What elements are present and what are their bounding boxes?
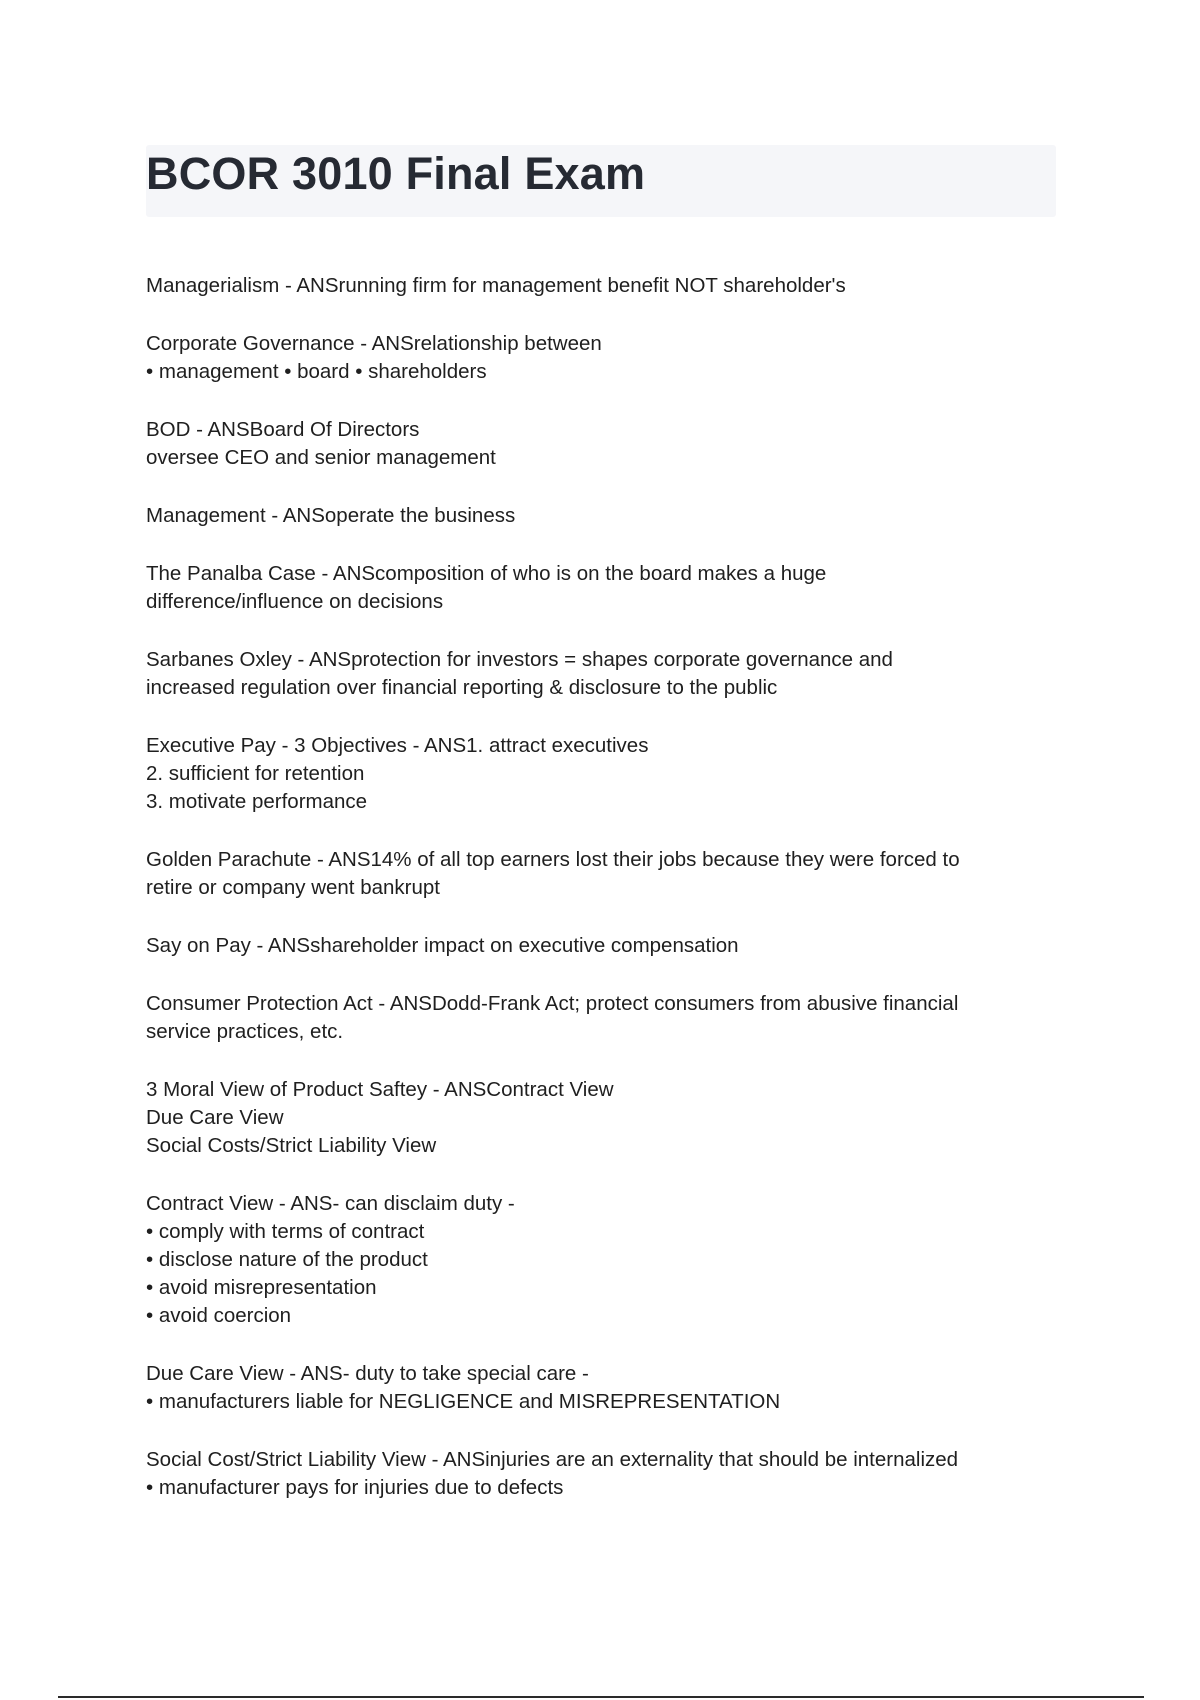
flashcard-entry <box>146 272 1056 300</box>
entry-detail-line: difference/influence on decisions <box>146 590 444 613</box>
entry-detail-line: increased regulation over financial reporting & disclosure to the public <box>146 676 778 699</box>
flashcard-entry <box>146 932 1056 960</box>
flashcard-list <box>146 272 1056 1532</box>
flashcard-entry <box>146 732 1056 816</box>
entry-term-line: Consumer Protection Act - ANSDodd-Frank Act; protect consumers from abusive financial <box>146 992 959 1015</box>
entry-term-line: Contract View - ANS- can disclaim duty - <box>146 1192 515 1215</box>
entry-term-line: Golden Parachute - ANS14% of all top earners lost their jobs because they were forced to <box>146 848 960 871</box>
entry-detail-line: 3. motivate performance <box>146 790 368 813</box>
entry-detail-line: Social Costs/Strict Liability View <box>146 1134 437 1157</box>
entry-detail-line: • manufacturers liable for NEGLIGENCE and MISREPRESENTATION <box>146 1390 781 1413</box>
flashcard-entry <box>146 560 1056 616</box>
entry-term-line: Due Care View - ANS- duty to take special care - <box>146 1362 589 1385</box>
entry-term-line: Executive Pay - 3 Objectives - ANS1. attract executives <box>146 734 649 757</box>
flashcard-entry <box>146 416 1056 472</box>
entry-term-line: Social Cost/Strict Liability View - ANSinjuries are an externality that should be internalized <box>146 1448 959 1471</box>
entry-detail-line: • comply with terms of contract <box>146 1220 425 1243</box>
entry-term-line: Sarbanes Oxley - ANSprotection for investors = shapes corporate governance and <box>146 648 893 671</box>
entry-term-line: Management - ANSoperate the business <box>146 504 516 527</box>
entry-term-line: Managerialism - ANSrunning firm for management benefit NOT shareholder's <box>146 274 846 297</box>
entry-term-line: The Panalba Case - ANScomposition of who is on the board makes a huge <box>146 562 827 585</box>
entry-detail-line: • disclose nature of the product <box>146 1248 428 1271</box>
entry-term-line: BOD - ANSBoard Of Directors <box>146 418 420 441</box>
entry-detail-line: • avoid coercion <box>146 1304 292 1327</box>
entry-detail-line: retire or company went bankrupt <box>146 876 440 899</box>
entry-detail-line: • manufacturer pays for injuries due to defects <box>146 1476 564 1499</box>
flashcard-entry <box>146 502 1056 530</box>
flashcard-entry <box>146 330 1056 386</box>
entry-term-line: 3 Moral View of Product Saftey - ANSContract View <box>146 1078 614 1101</box>
entry-detail-line: • management • board • shareholders <box>146 360 487 383</box>
entry-detail-line: service practices, etc. <box>146 1020 344 1043</box>
flashcard-entry <box>146 846 1056 902</box>
entry-detail-line: oversee CEO and senior management <box>146 446 496 469</box>
flashcard-entry <box>146 1446 1056 1502</box>
flashcard-entry <box>146 1076 1056 1160</box>
flashcard-entry <box>146 1360 1056 1416</box>
entry-detail-line: Due Care View <box>146 1106 284 1129</box>
entry-term-line: Say on Pay - ANSshareholder impact on executive compensation <box>146 934 739 957</box>
flashcard-entry <box>146 1190 1056 1330</box>
entry-detail-line: • avoid misrepresentation <box>146 1276 377 1299</box>
entry-detail-line: 2. sufficient for retention <box>146 762 365 785</box>
footer-divider <box>58 1696 1144 1698</box>
entry-term-line: Corporate Governance - ANSrelationship between <box>146 332 602 355</box>
page-title: BCOR 3010 Final Exam <box>146 148 646 199</box>
flashcard-entry <box>146 990 1056 1046</box>
flashcard-entry <box>146 646 1056 702</box>
